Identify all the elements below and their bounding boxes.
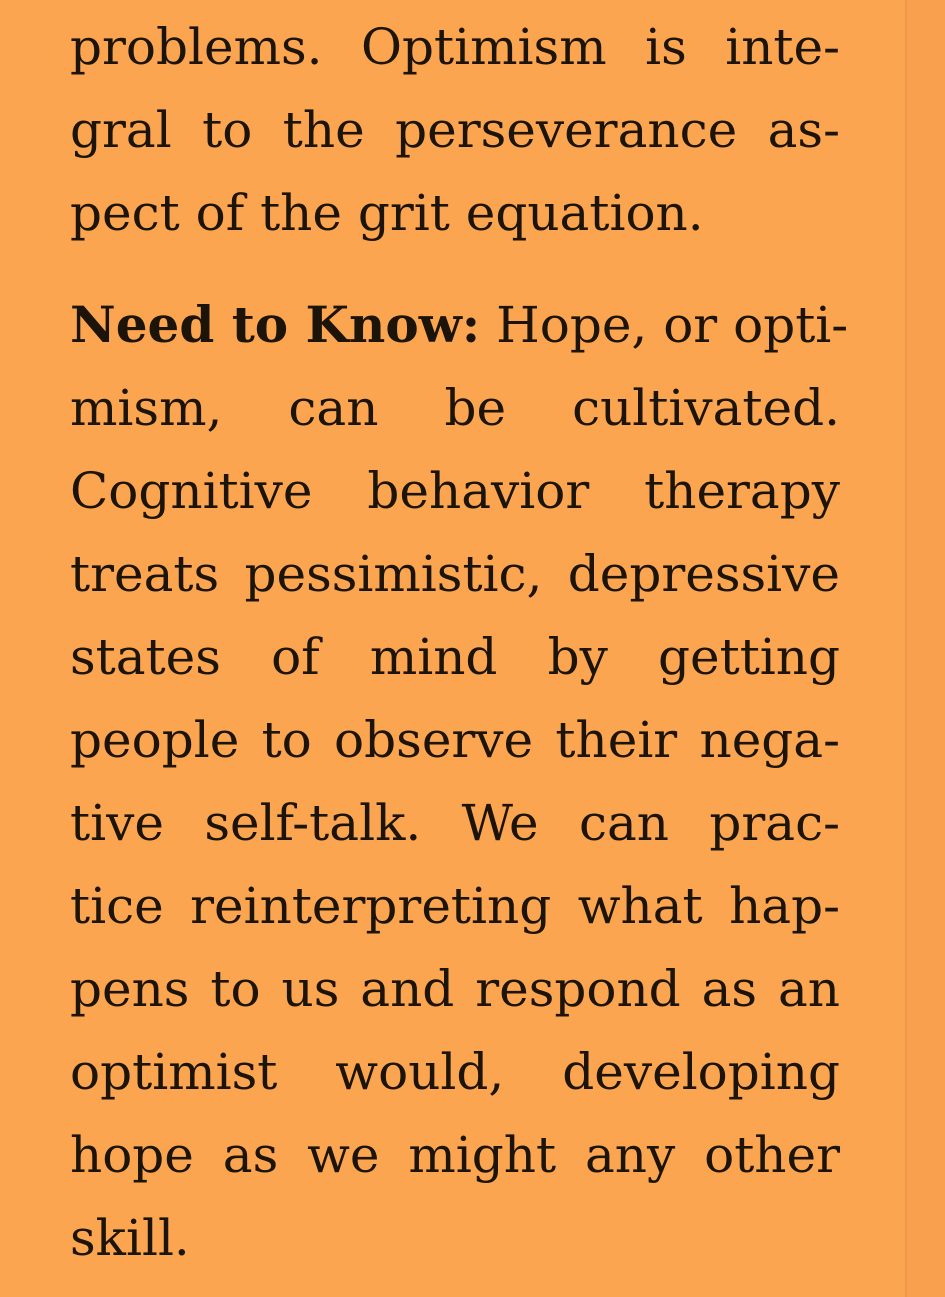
text-line: pect of the grit equation. <box>70 184 704 242</box>
text-line: hope as we might any other <box>70 1126 840 1184</box>
text-line: skill. <box>70 1209 190 1267</box>
paragraph-optimism <box>70 6 840 255</box>
text-line: states of mind by getting <box>70 628 840 686</box>
page-edge <box>905 0 945 1297</box>
text-line: gral to the perseverance as- <box>70 101 840 159</box>
paragraph-need-to-know <box>70 283 849 1280</box>
text-line: problems. Optimism is inte- <box>70 18 840 76</box>
text-line: tice reinterpreting what hap- <box>70 877 840 935</box>
text-line: optimist would, developing <box>70 1043 840 1101</box>
text-fragment: Hope, or opti- <box>480 296 849 354</box>
text-column <box>70 0 849 1280</box>
text-line: Cognitive behavior therapy <box>70 462 840 520</box>
need-to-know-heading: Need to Know: <box>70 295 481 354</box>
text-line <box>70 283 849 367</box>
text-line: tive self-talk. We can prac- <box>70 794 840 852</box>
text-line: mism, can be cultivated. <box>70 379 840 437</box>
text-line: pens to us and respond as an <box>70 960 840 1018</box>
text-line: treats pessimistic, depressive <box>70 545 840 603</box>
text-line: people to observe their nega- <box>70 711 840 769</box>
